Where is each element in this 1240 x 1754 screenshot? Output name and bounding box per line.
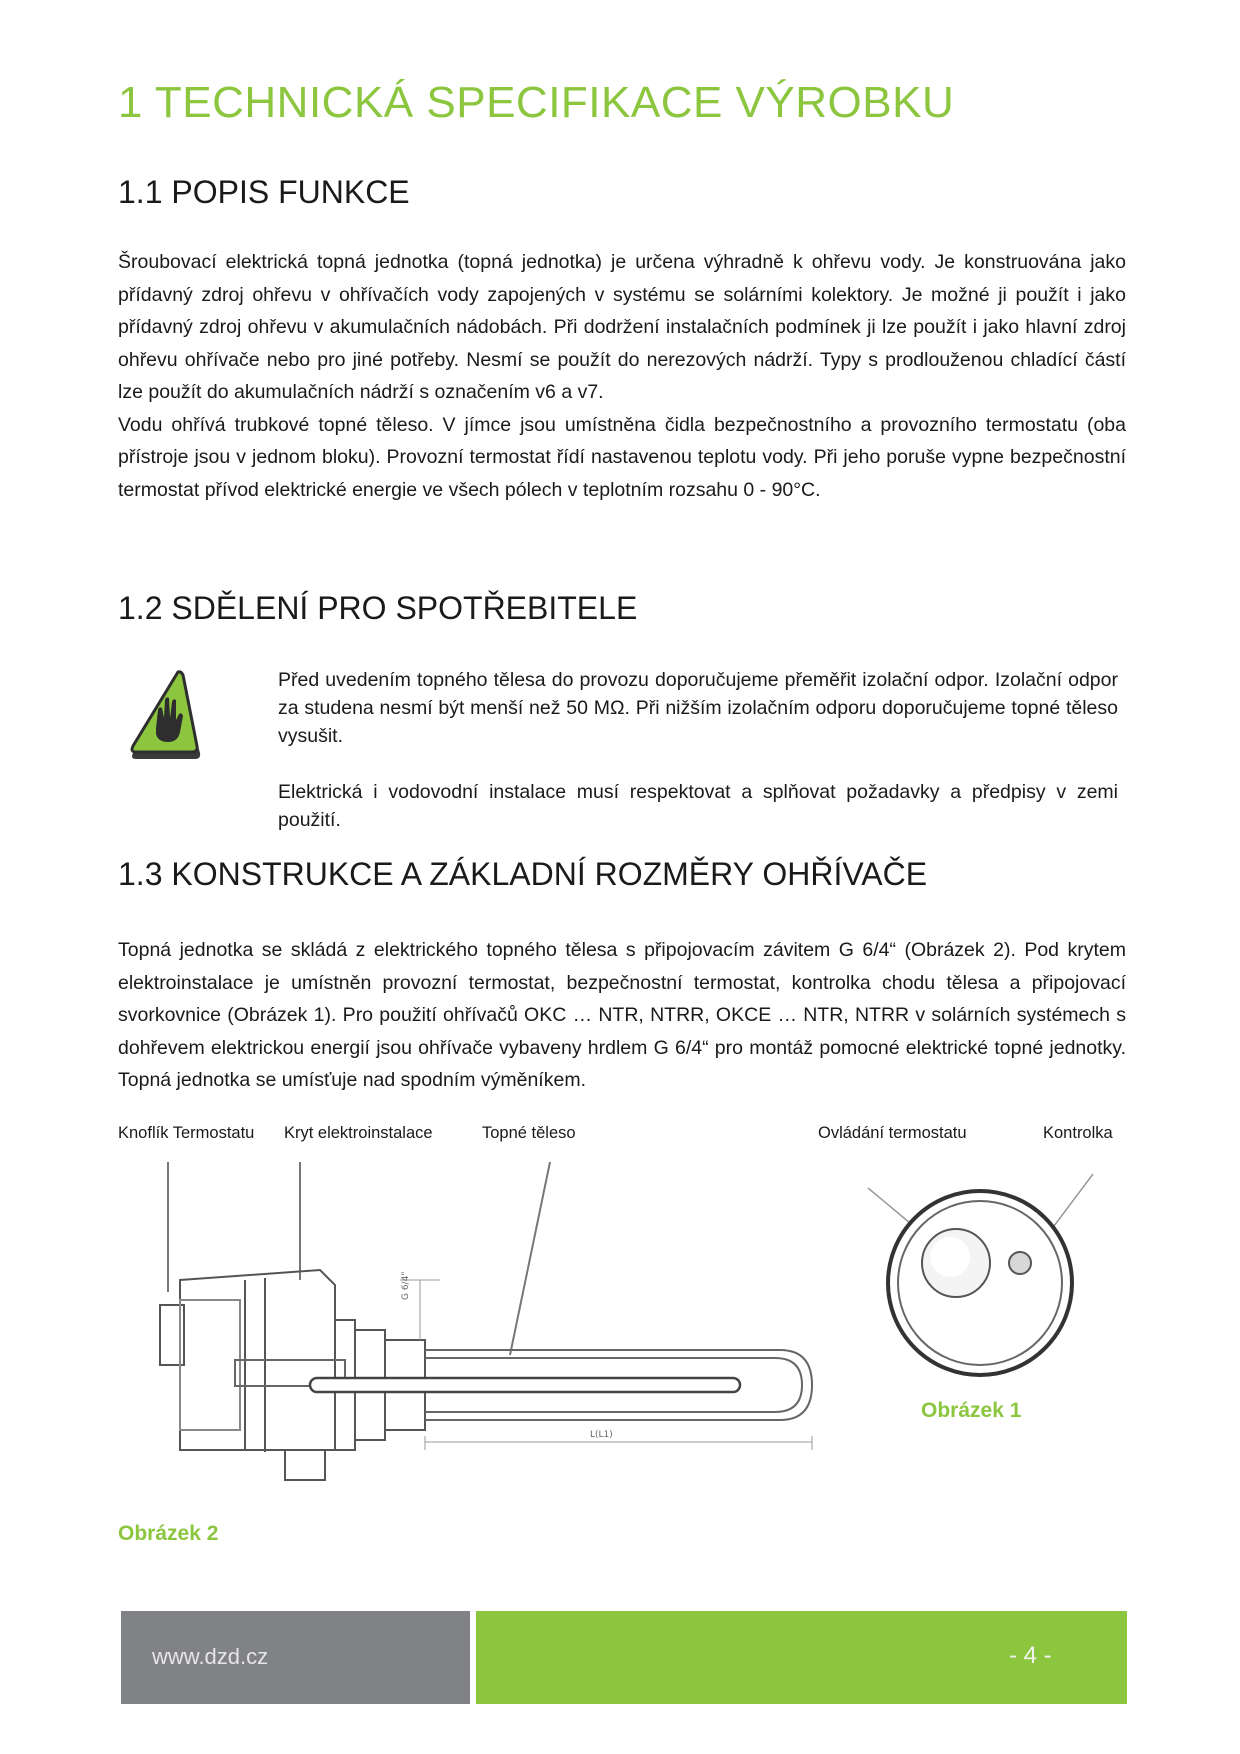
page-number: - 4 - — [1009, 1642, 1052, 1669]
label-cover: Kryt elektroinstalace — [284, 1124, 433, 1142]
indicator-lamp-icon — [1009, 1252, 1031, 1274]
figure-1-caption: Obrázek 1 — [921, 1399, 1022, 1422]
main-heading: 1 TECHNICKÁ SPECIFIKACE VÝROBKU — [118, 78, 955, 127]
section-1-3-text: Topná jednotka se skládá z elektrického topného tělesa s připojovacím závitem G 6/4“ (Obrázek 2). Pod krytem elektroinstalace je umístněn provozní termostat, bezpečnostní termostat, kontrolka chodu tělesa a připojovací svorkovnice (Obrázek 1). Pro použití ohřívačů OKC … NTR, NTRR, OKCE … NTR, NTRR v solárních systémech s dohřevem elektrickou energií jsou ohřívače vybaveny hrdlem G 6/4“ pro montáž pomocné elektrické topné jednotky. Topná jednotka se umísťuje nad spodním výměníkem. — [118, 939, 1126, 1091]
section-1-2-text-2: Elektrická i vodovodní instalace musí respektovat a splňovat požadavky a předpisy v zemi použití. — [278, 781, 1118, 831]
label-lamp: Kontrolka — [1043, 1124, 1113, 1142]
section-1-2-title: 1.2 SDĚLENÍ PRO SPOTŘEBITELE — [118, 590, 638, 626]
section-1-1-title: 1.1 POPIS FUNKCE — [118, 174, 410, 210]
figure-2-caption: Obrázek 2 — [118, 1522, 219, 1545]
label-knob: Knoflík Termostatu — [118, 1124, 255, 1142]
dim-length-label: L(L1) — [590, 1430, 613, 1440]
label-element: Topné těleso — [482, 1124, 576, 1142]
footer-url: www.dzd.cz — [152, 1644, 269, 1669]
heater-drawing — [150, 1160, 830, 1490]
section-1-3-title: 1.3 KONSTRUKCE A ZÁKLADNÍ ROZMĚRY OHŘÍVAČE — [118, 856, 928, 892]
thermostat-front-view — [860, 1160, 1100, 1400]
section-1-1-text: Šroubovací elektrická topná jednotka (topná jednotka) je určena výhradně k ohřevu vody. Je konstruována jako přídavný zdroj ohřevu v ohřívačích vody zapojených v systému se solárními kolektory. Je možné ji použít i jako přídavný zdroj ohřevu v akumulačních nádobách. Při dodržení instalačních podmínek ji lze použít i jako hlavní zdroj ohřevu ohřívače nebo pro jiné potřeby. Nesmí se použít do nerezových nádrží. Typy s prodlouženou chladící částí lze použít do akumulačních nádrží s označením v6 a v7. Vodu ohřívá trubkové topné těleso. V jímce jsou umístněna čidla bezpečnostního a provozního termostatu (oba přístroje jsou v jednom bloku). Provozní termostat řídí nastavenou teplotu vody. Při jeho poruše vypne bezpečnostní termostat přívod elektrické energie ve všech pólech v teplotním rozsahu 0 - 90°C. — [118, 251, 1126, 501]
dim-thread-label: G 6/4" — [401, 1271, 411, 1300]
label-control: Ovládání termostatu — [818, 1124, 967, 1142]
section-1-2-text-1: Před uvedením topného tělesa do provozu doporučujeme přeměřit izolační odpor. Izolační odpor za studena nesmí být menší než 50 MΩ. Při nižším izolačním odporu doporučujeme topné těleso vysušit. — [278, 669, 1118, 747]
warning-hand-icon — [124, 668, 202, 760]
